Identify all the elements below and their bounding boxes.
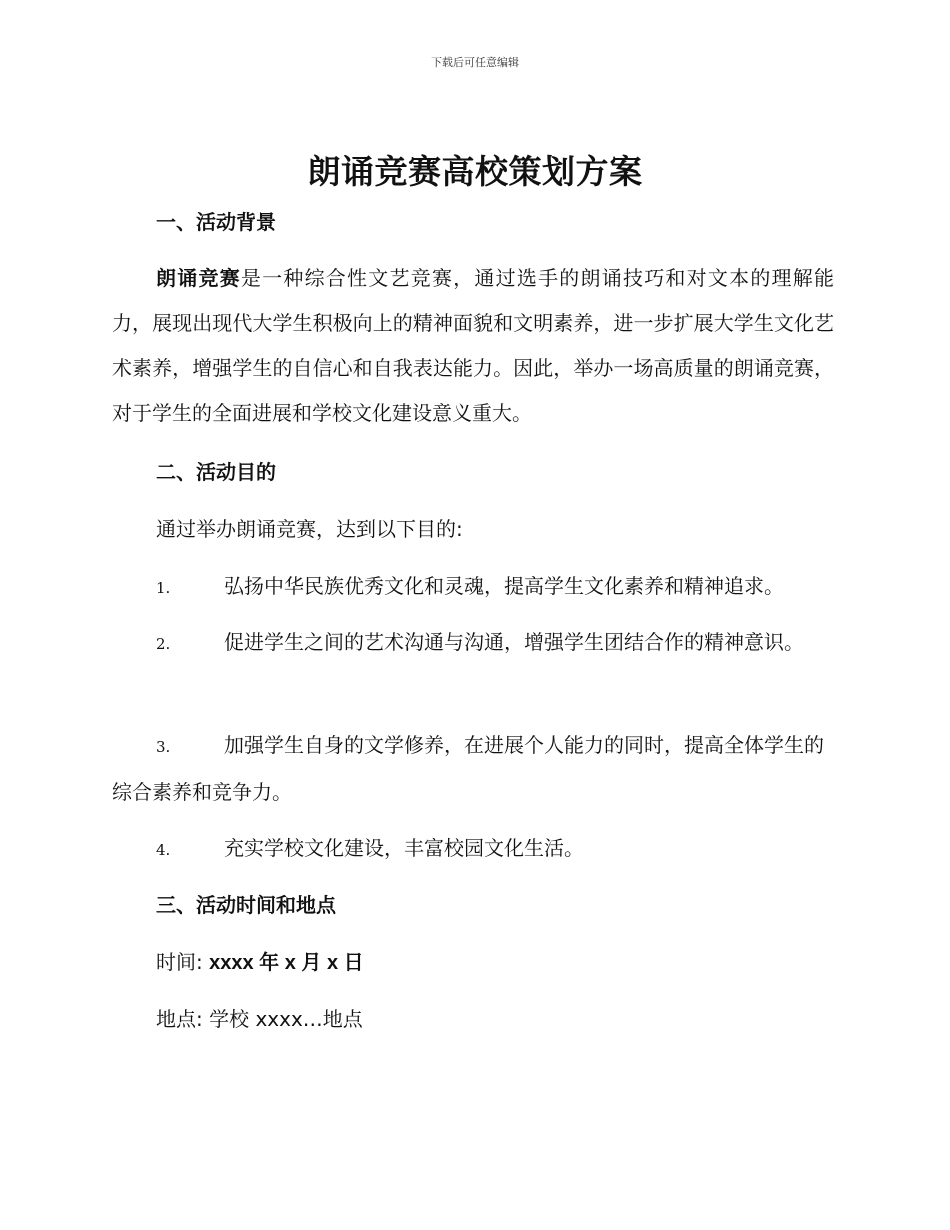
list-item-number: 1. <box>156 579 171 597</box>
header-note: 下载后可任意编辑 <box>431 56 519 69</box>
list-item <box>112 620 834 667</box>
time-label: 时间: <box>156 950 203 974</box>
place-label: 地点: <box>156 1007 203 1031</box>
time-line <box>156 947 364 978</box>
list-item-number: 4. <box>156 841 171 859</box>
document-title: 朗诵竞赛高校策划方案 <box>307 152 643 191</box>
list-item-number: 2. <box>156 635 171 653</box>
list-item <box>112 564 834 611</box>
section-heading-background: 一、活动背景 <box>156 210 276 234</box>
time-value: xxxx 年 x 月 x 日 <box>209 952 364 974</box>
section-heading-time-place: 三、活动时间和地点 <box>156 893 336 917</box>
place-line <box>156 1004 363 1034</box>
section-heading-purpose: 二、活动目的 <box>156 460 276 484</box>
purpose-intro: 通过举办朗诵竞赛，达到以下目的: <box>156 517 463 541</box>
list-item-text: 加强学生自身的文学修养，在进展个人能力的同时，提高全体学生的综合素养和竞争力。 <box>112 733 824 804</box>
place-value: 学校 xxxx…地点 <box>209 1007 363 1031</box>
list-item-text: 促进学生之间的艺术沟通与沟通，增强学生团结合作的精神意识。 <box>224 630 804 654</box>
list-item <box>112 826 834 873</box>
list-item-text: 弘扬中华民族优秀文化和灵魂，提高学生文化素养和精神追求。 <box>224 574 784 598</box>
background-paragraph <box>112 256 834 436</box>
list-item-number: 3. <box>156 738 171 756</box>
list-item-text: 充实学校文化建设，丰富校园文化生活。 <box>224 836 584 860</box>
background-lead: 朗诵竞赛 <box>156 266 241 290</box>
list-item <box>112 723 834 815</box>
background-body: 是一种综合性文艺竞赛，通过选手的朗诵技巧和对文本的理解能力，展现出现代大学生积极向上的精神面貌和文明素养，进一步扩展大学生文化艺术素养，增强学生的自信心和自我表达能力。因此，举办一场高质量的朗诵竞赛，对于学生的全面进展和学校文化建设意义重大。 <box>112 266 835 425</box>
